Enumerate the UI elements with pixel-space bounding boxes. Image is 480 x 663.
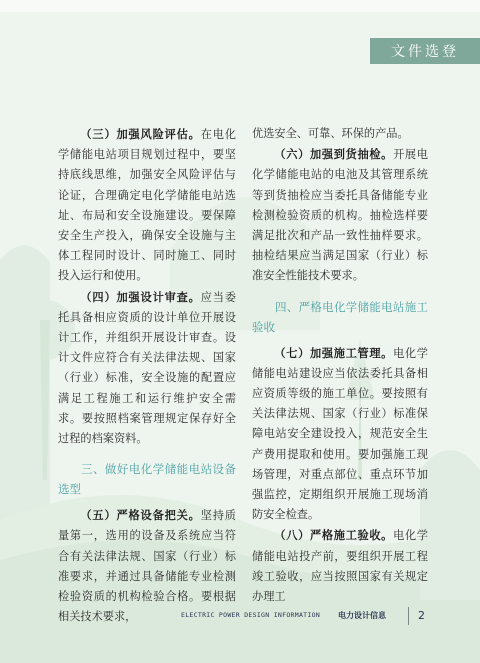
top-bar [0, 0, 480, 12]
paragraph-body: 电化学储能电站建设应当依法委托具备相应资质等级的施工单位。要按照有关法律法规、国家（行业）标准保障电站安全建设投入，规范安全生产费用提取和使用。要加强施工现场管理，对重点部位、重点环节加强监控，定期组织开展施工现场消防安全检查。 [252, 346, 428, 522]
paragraph-construction-management [252, 343, 428, 526]
paragraph-risk-assessment [58, 124, 236, 287]
section-heading-construction-acceptance: 四、严格电化学储能电站施工验收 [252, 299, 428, 334]
paragraph-body: 坚持质量第一，选用的设备及系统应当符合有关法律法规、国家（行业）标准要求，并通过具备储能专业检测检验资质的机构检验合格。要根据相关技术要求， [58, 509, 236, 624]
paragraph-title: （四）加强设计审查。 [80, 289, 201, 304]
paragraph-title: （六）加强到货抽检。 [274, 147, 394, 162]
paragraph-body: 开展电化学储能电站的电池及其管理系统等到货抽检应当委托具备储能专业检测检验资质的机构。抽检选样要满足批次和产品一致性抽样要求。抽检结果应当满足国家（行业）标准安全性能技术要求。 [252, 148, 428, 283]
paragraph-body: 在电化学储能电站项目规划过程中，要坚持底线思维，加强安全风险评估与论证，合理确定电化学储能电站选址、布局和安全设施建设。要保障安全生产投入，确保安全设施与主体工程同时设计、同时施工、同时投入运行和使用。 [58, 128, 236, 283]
paragraph-title: （八）严格施工验收。 [274, 528, 394, 543]
paragraph-design-review [58, 287, 236, 450]
paragraph-body: 应当委托具备相应资质的设计单位开展设计工作，并组织开展设计审查。设计文件应符合有关法律法规、国家（行业）标准，安全设施的配置应满足工程施工和运行维护安全需求。要按照档案管理规定保存好全过程的档案资料。 [58, 290, 236, 446]
paragraph-continuation: 优选安全、可靠、环保的产品。 [252, 127, 409, 140]
footer-divider [408, 607, 409, 625]
page-footer [0, 607, 480, 627]
paragraph-title: （七）加强施工管理。 [274, 345, 394, 360]
footer-publication-english: ELECTRIC POWER DESIGN INFORMATION [181, 611, 321, 619]
paragraph-title: （五）严格设备把关。 [80, 508, 201, 523]
paragraph-construction-acceptance [252, 525, 428, 607]
paragraph-sampling-inspection [252, 144, 428, 286]
section-tab: 文件选登 [370, 38, 480, 64]
paragraph-body: 电化学储能电站投产前，要组织开展工程竣工验收，应当按照国家有关规定办理工 [252, 529, 428, 604]
left-column [58, 124, 236, 627]
footer-publication-chinese: 电力设计信息 [338, 611, 386, 620]
paragraph-title: （三）加强风险评估。 [80, 127, 201, 141]
section-heading-equipment-selection: 三、做好电化学储能电站设备选型 [58, 462, 236, 497]
right-column [252, 124, 428, 607]
page-number: 2 [418, 609, 425, 622]
